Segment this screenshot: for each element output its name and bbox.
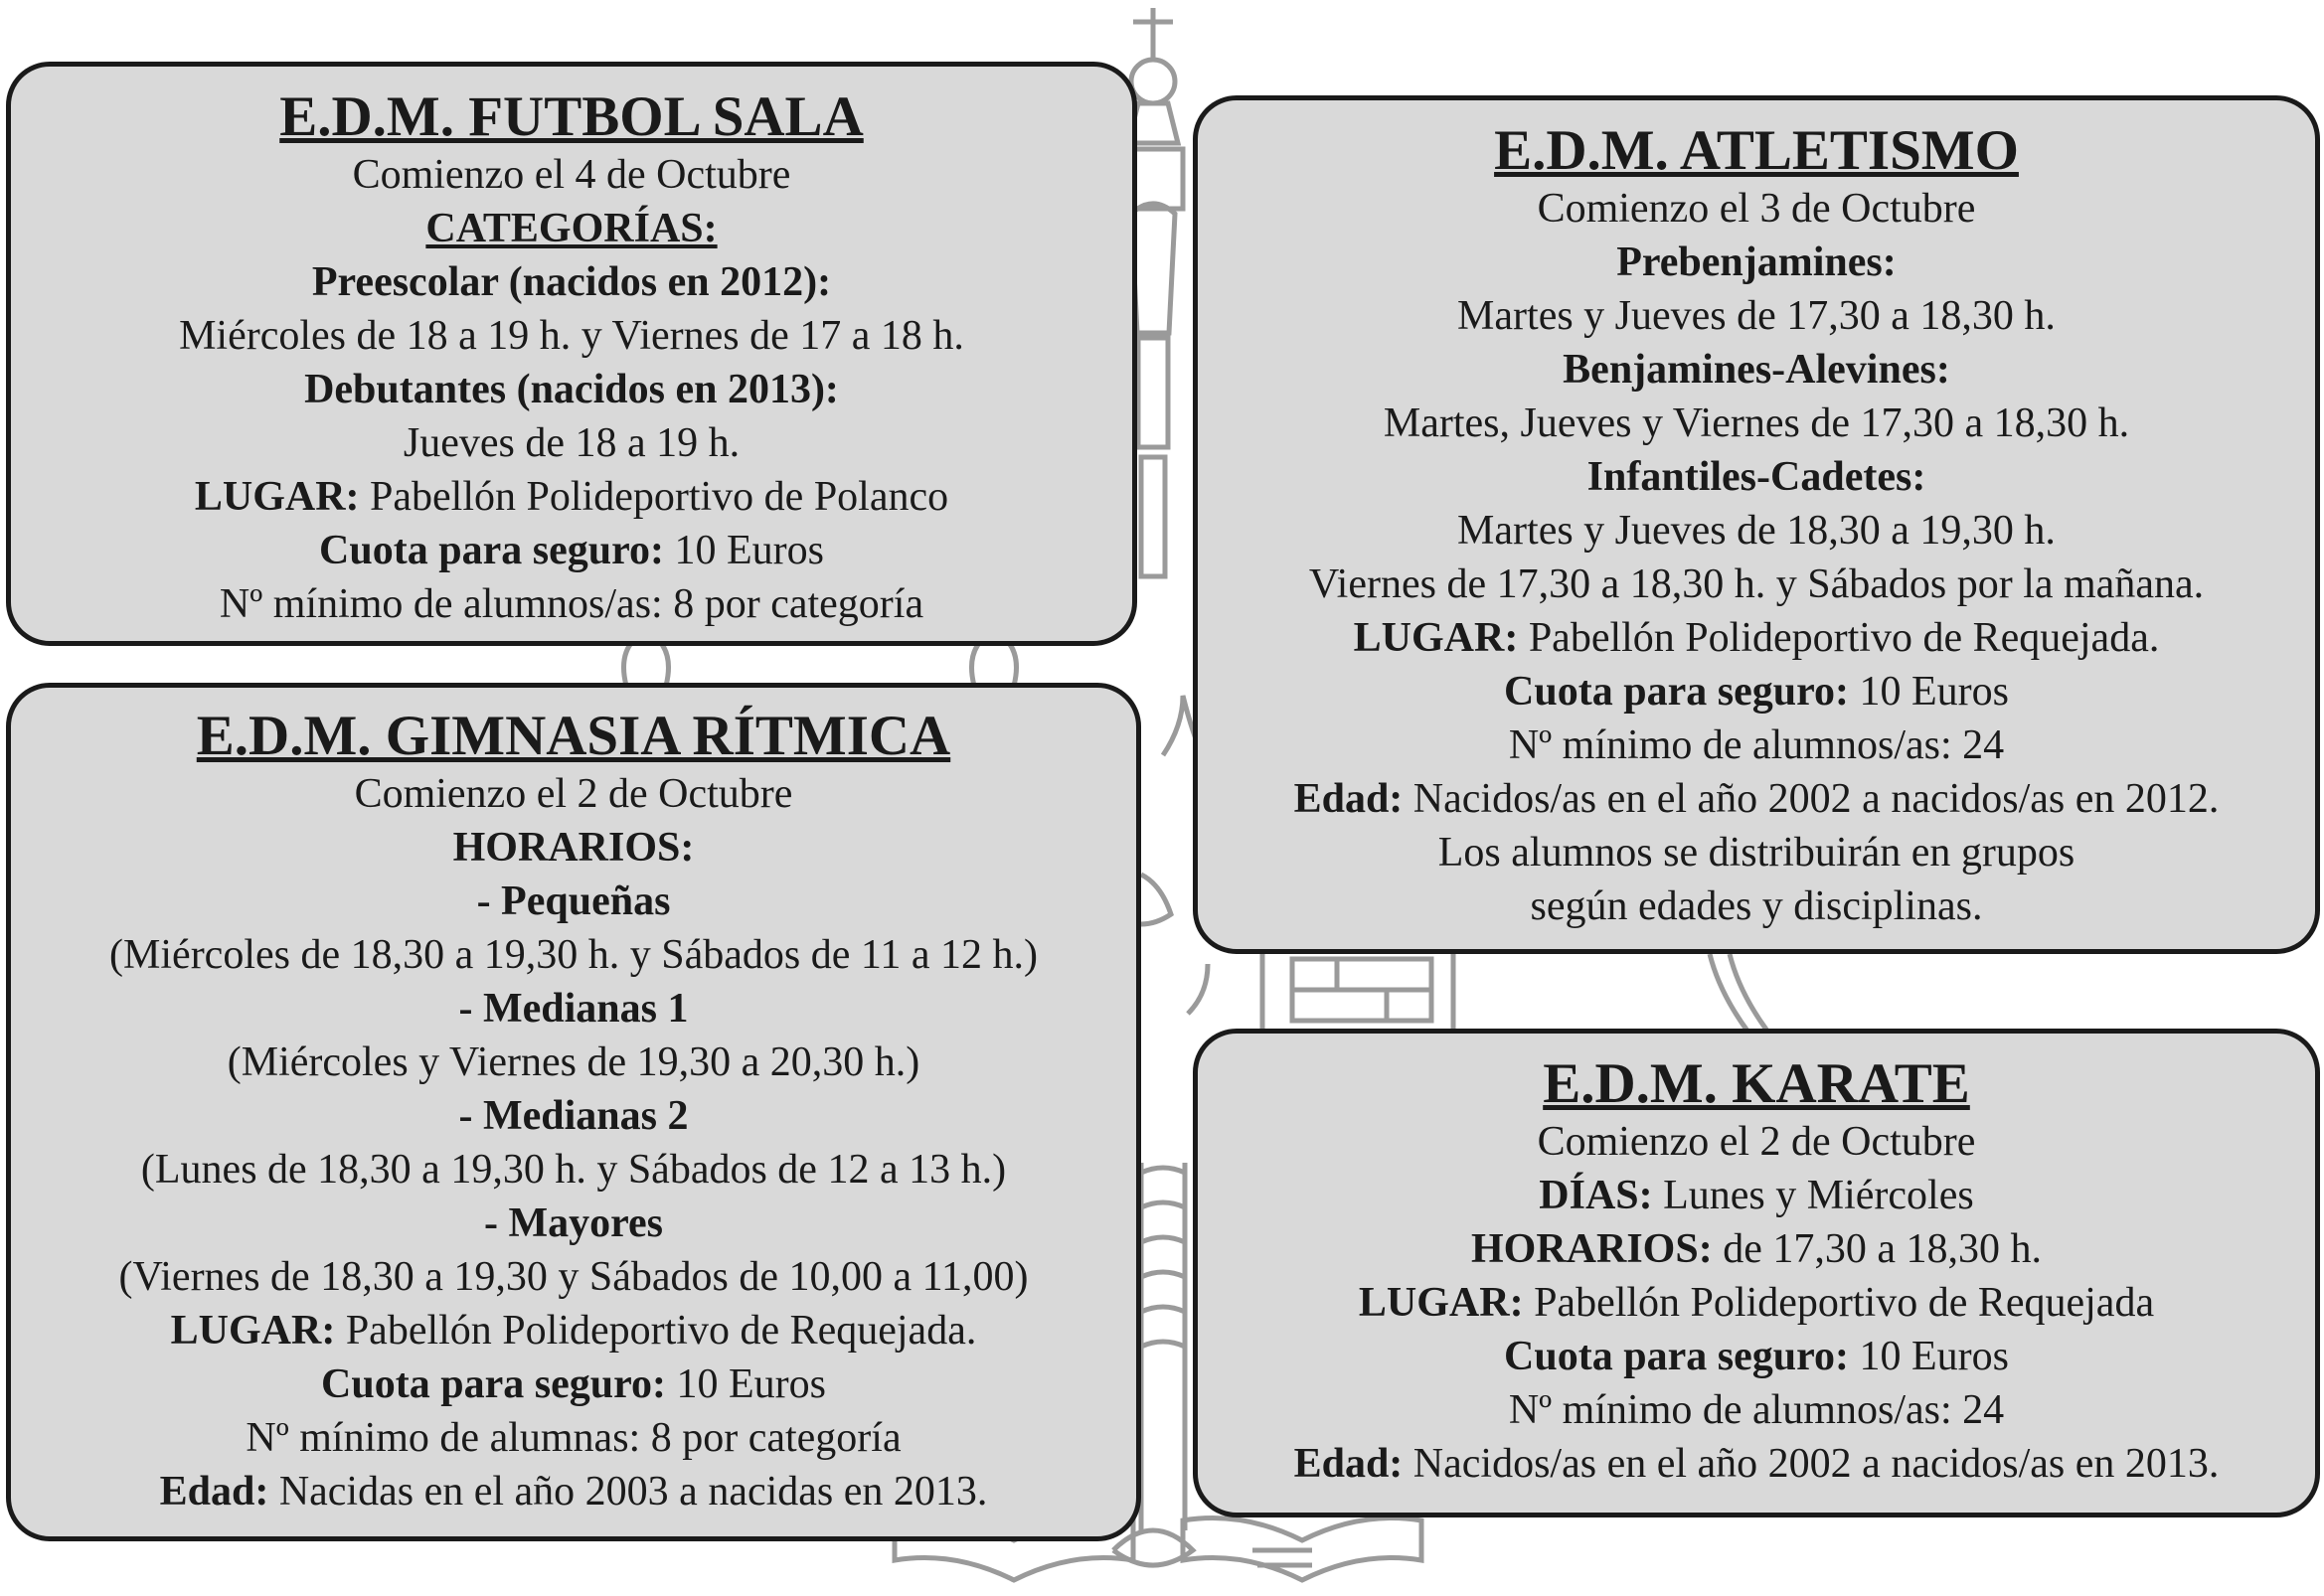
gimnasia-edad-label: Edad: — [159, 1469, 269, 1515]
futbol-sala-start: Comienzo el 4 de Octubre — [352, 152, 791, 198]
futbol-sala-lugar-value: Pabellón Polideportivo de Polanco — [370, 474, 949, 520]
futbol-sala-preescolar-schedule: Miércoles de 18 a 19 h. y Viernes de 17 a 18 h. — [179, 313, 964, 359]
gimnasia-mayores-label: - Mayores — [484, 1200, 663, 1246]
atletismo-benjamines-label: Benjamines-Alevines: — [1563, 347, 1950, 393]
gimnasia-pequenas-schedule: (Miércoles de 18,30 a 19,30 h. y Sábados de 11 a 12 h.) — [109, 932, 1038, 978]
gimnasia-medianas2-label: - Medianas 2 — [458, 1093, 689, 1139]
gimnasia-lugar-value: Pabellón Polideportivo de Requejada. — [345, 1308, 977, 1354]
gimnasia-mayores-schedule: (Viernes de 18,30 a 19,30 y Sábados de 10,00 a 11,00) — [118, 1254, 1029, 1300]
futbol-sala-preescolar-label: Preescolar (nacidos en 2012): — [311, 259, 832, 305]
atletismo-card — [1193, 95, 2320, 954]
atletismo-lugar-label: LUGAR: — [1353, 615, 1519, 661]
karate-title: E.D.M. KARATE — [1543, 1052, 1970, 1115]
futbol-sala-title: E.D.M. FUTBOL SALA — [279, 85, 864, 148]
karate-dias-value: Lunes y Miércoles — [1663, 1173, 1974, 1218]
atletismo-minimo: Nº mínimo de alumnos/as: 24 — [1508, 722, 2005, 768]
futbol-sala-cuota — [11, 524, 1132, 577]
atletismo-lugar-value: Pabellón Polideportivo de Requejada. — [1528, 615, 2160, 661]
atletismo-cuota — [1198, 665, 2315, 718]
gimnasia-medianas2-schedule: (Lunes de 18,30 a 19,30 h. y Sábados de 12 a 13 h.) — [140, 1147, 1007, 1193]
karate-cuota — [1198, 1330, 2315, 1383]
karate-edad-label: Edad: — [1293, 1441, 1404, 1487]
atletismo-infantiles-label: Infantiles-Cadetes: — [1586, 454, 1926, 500]
atletismo-infantiles-schedule-2: Viernes de 17,30 a 18,30 h. y Sábados por la mañana. — [1308, 561, 2205, 607]
atletismo-infantiles-schedule-1: Martes y Jueves de 18,30 a 19,30 h. — [1457, 508, 2056, 554]
atletismo-note-2: según edades y disciplinas. — [1530, 883, 1983, 929]
atletismo-note-1: Los alumnos se distribuirán en grupos — [1437, 830, 2075, 876]
futbol-sala-card — [6, 62, 1137, 646]
gimnasia-medianas1-schedule: (Miércoles y Viernes de 19,30 a 20,30 h.) — [227, 1039, 920, 1085]
atletismo-cuota-label: Cuota para seguro: — [1504, 669, 1849, 715]
gimnasia-edad-value: Nacidas en el año 2003 a nacidas en 2013. — [278, 1469, 988, 1515]
gimnasia-cuota-label: Cuota para seguro: — [321, 1361, 666, 1407]
atletismo-lugar — [1198, 611, 2315, 665]
karate-horarios — [1198, 1222, 2315, 1276]
gimnasia-start: Comienzo el 2 de Octubre — [354, 771, 793, 817]
karate-dias — [1198, 1169, 2315, 1222]
gimnasia-title: E.D.M. GIMNASIA RÍTMICA — [196, 705, 951, 767]
gimnasia-lugar-label: LUGAR: — [170, 1308, 336, 1354]
karate-card — [1193, 1029, 2320, 1517]
karate-dias-label: DÍAS: — [1539, 1173, 1653, 1218]
karate-lugar-label: LUGAR: — [1358, 1280, 1524, 1326]
futbol-sala-categorias-label: CATEGORÍAS: — [425, 206, 718, 251]
atletismo-benjamines-schedule: Martes, Jueves y Viernes de 17,30 a 18,30 h. — [1383, 400, 2130, 446]
gimnasia-medianas1-label: - Medianas 1 — [458, 986, 689, 1032]
karate-start: Comienzo el 2 de Octubre — [1537, 1119, 1976, 1165]
futbol-sala-lugar — [11, 470, 1132, 524]
karate-minimo: Nº mínimo de alumnos/as: 24 — [1508, 1387, 2005, 1433]
gimnasia-lugar — [11, 1304, 1136, 1357]
futbol-sala-debutantes-schedule: Jueves de 18 a 19 h. — [403, 420, 741, 466]
karate-edad-value: Nacidos/as en el año 2002 a nacidos/as en 2013. — [1412, 1441, 2220, 1487]
atletismo-title: E.D.M. ATLETISMO — [1494, 119, 2019, 182]
karate-cuota-label: Cuota para seguro: — [1504, 1334, 1849, 1379]
atletismo-cuota-value: 10 Euros — [1859, 669, 2009, 715]
futbol-sala-cuota-label: Cuota para seguro: — [319, 528, 664, 573]
futbol-sala-cuota-value: 10 Euros — [674, 528, 824, 573]
karate-lugar — [1198, 1276, 2315, 1330]
karate-cuota-value: 10 Euros — [1859, 1334, 2009, 1379]
atletismo-prebenjamines-schedule: Martes y Jueves de 17,30 a 18,30 h. — [1457, 293, 2056, 339]
gimnasia-pequenas-label: - Pequeñas — [476, 878, 671, 924]
karate-lugar-value: Pabellón Polideportivo de Requejada — [1534, 1280, 2155, 1326]
gimnasia-edad — [11, 1465, 1136, 1518]
atletismo-edad — [1198, 772, 2315, 826]
gimnasia-cuota — [11, 1357, 1136, 1411]
futbol-sala-debutantes-label: Debutantes (nacidos en 2013): — [304, 367, 839, 412]
gimnasia-ritmica-card — [6, 683, 1141, 1541]
gimnasia-horarios-label: HORARIOS: — [452, 825, 695, 871]
gimnasia-minimo: Nº mínimo de alumnas: 8 por categoría — [246, 1415, 902, 1461]
atletismo-start: Comienzo el 3 de Octubre — [1537, 186, 1976, 232]
karate-edad — [1198, 1437, 2315, 1491]
gimnasia-cuota-value: 10 Euros — [676, 1361, 826, 1407]
atletismo-edad-label: Edad: — [1293, 776, 1404, 822]
karate-horarios-label: HORARIOS: — [1471, 1226, 1713, 1272]
futbol-sala-minimo: Nº mínimo de alumnos/as: 8 por categoría — [219, 581, 924, 627]
atletismo-prebenjamines-label: Prebenjamines: — [1616, 239, 1897, 285]
atletismo-edad-value: Nacidos/as en el año 2002 a nacidos/as en 2012. — [1412, 776, 2220, 822]
futbol-sala-lugar-label: LUGAR: — [194, 474, 360, 520]
karate-horarios-value: de 17,30 a 18,30 h. — [1723, 1226, 2042, 1272]
